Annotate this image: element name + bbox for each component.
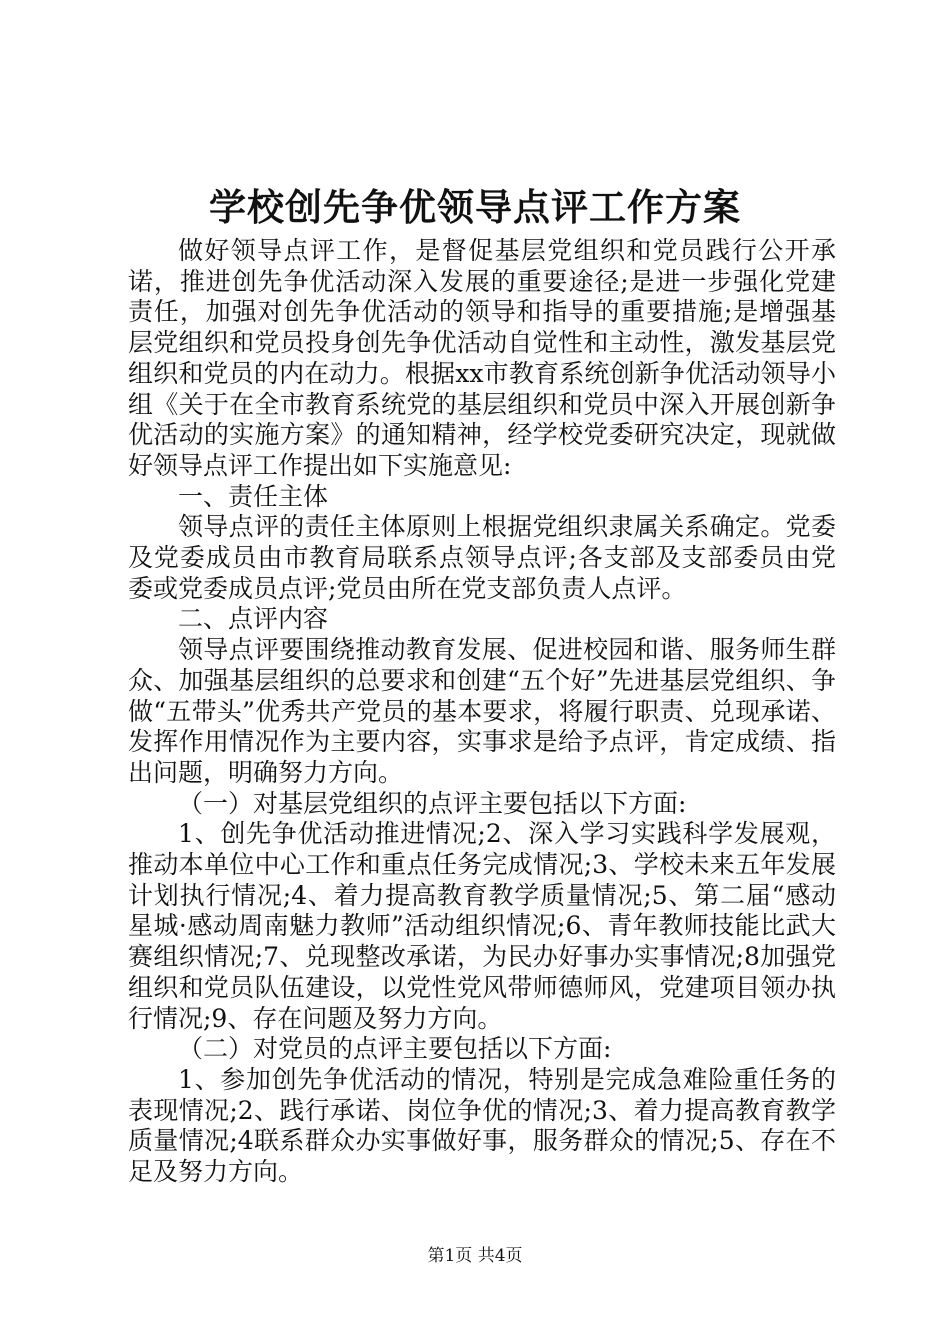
- responsibility-paragraph: 领导点评的责任主体原则上根据党组织隶属关系确定。党委及党委成员由市教育局联系点领导点评;各支部及支部委员由党委或党委成员点评;党员由所在党支部负责人点评。: [128, 512, 836, 603]
- content-paragraph: 领导点评要围绕推动教育发展、促进校园和谐、服务师生群众、加强基层组织的总要求和创建“五个好”先进基层党组织、争做“五带头”优秀共产党员的基本要求，将履行职责、兑现承诺、发挥作用情况作为主要内容，实事求是给予点评，肯定成绩、指出问题，明确努力方向。: [128, 635, 836, 787]
- intro-paragraph: 做好领导点评工作，是督促基层党组织和党员践行公开承诺，推进创先争优活动深入发展的重要途径;是进一步强化党建责任，加强对创先争优活动的领导和指导的重要措施;是增强基层党组织和党员投身创先争优活动自觉性和主动性，激发基层党组织和党员的内在动力。根据xx市教育系统创新争优活动领导小组《关于在全市教育系统党的基层组织和党员中深入开展创新争优活动的实施方案》的通知精神，经学校党委研究决定，现就做好领导点评工作提出如下实施意见:: [128, 236, 836, 480]
- section-heading-content: 二、点评内容: [178, 604, 329, 634]
- party-member-items: 1、参加创先争优活动的情况，特别是完成急难险重任务的表现情况;2、践行承诺、岗位争优的情况;3、着力提高教育教学质量情况;4联系群众办实事做好事，服务群众的情况;5、存在不足及努力方向。: [128, 1064, 836, 1187]
- document-title: 学校创先争优领导点评工作方案: [209, 185, 741, 229]
- section-heading-responsibility: 一、责任主体: [178, 481, 329, 511]
- subheading-party-organization: （一）对基层党组织的点评主要包括以下方面:: [178, 788, 687, 818]
- document-body: [128, 236, 836, 1188]
- page-footer: 第1页 共4页: [427, 1246, 523, 1266]
- subheading-party-members: （二）对党员的点评主要包括以下方面:: [178, 1034, 612, 1064]
- party-organization-items: 1、创先争优活动推进情况;2、深入学习实践科学发展观，推动本单位中心工作和重点任务完成情况;3、学校未来五年发展计划执行情况;4、着力提高教育教学质量情况;5、第二届“感动星城·感动周南魅力教师”活动组织情况;6、青年教师技能比武大赛组织情况;7、兑现整改承诺，为民办好事办实事情况;8加强党组织和党员队伍建设，以党性党风带师德师风，党建项目领办执行情况;9、存在问题及努力方向。: [128, 819, 836, 1033]
